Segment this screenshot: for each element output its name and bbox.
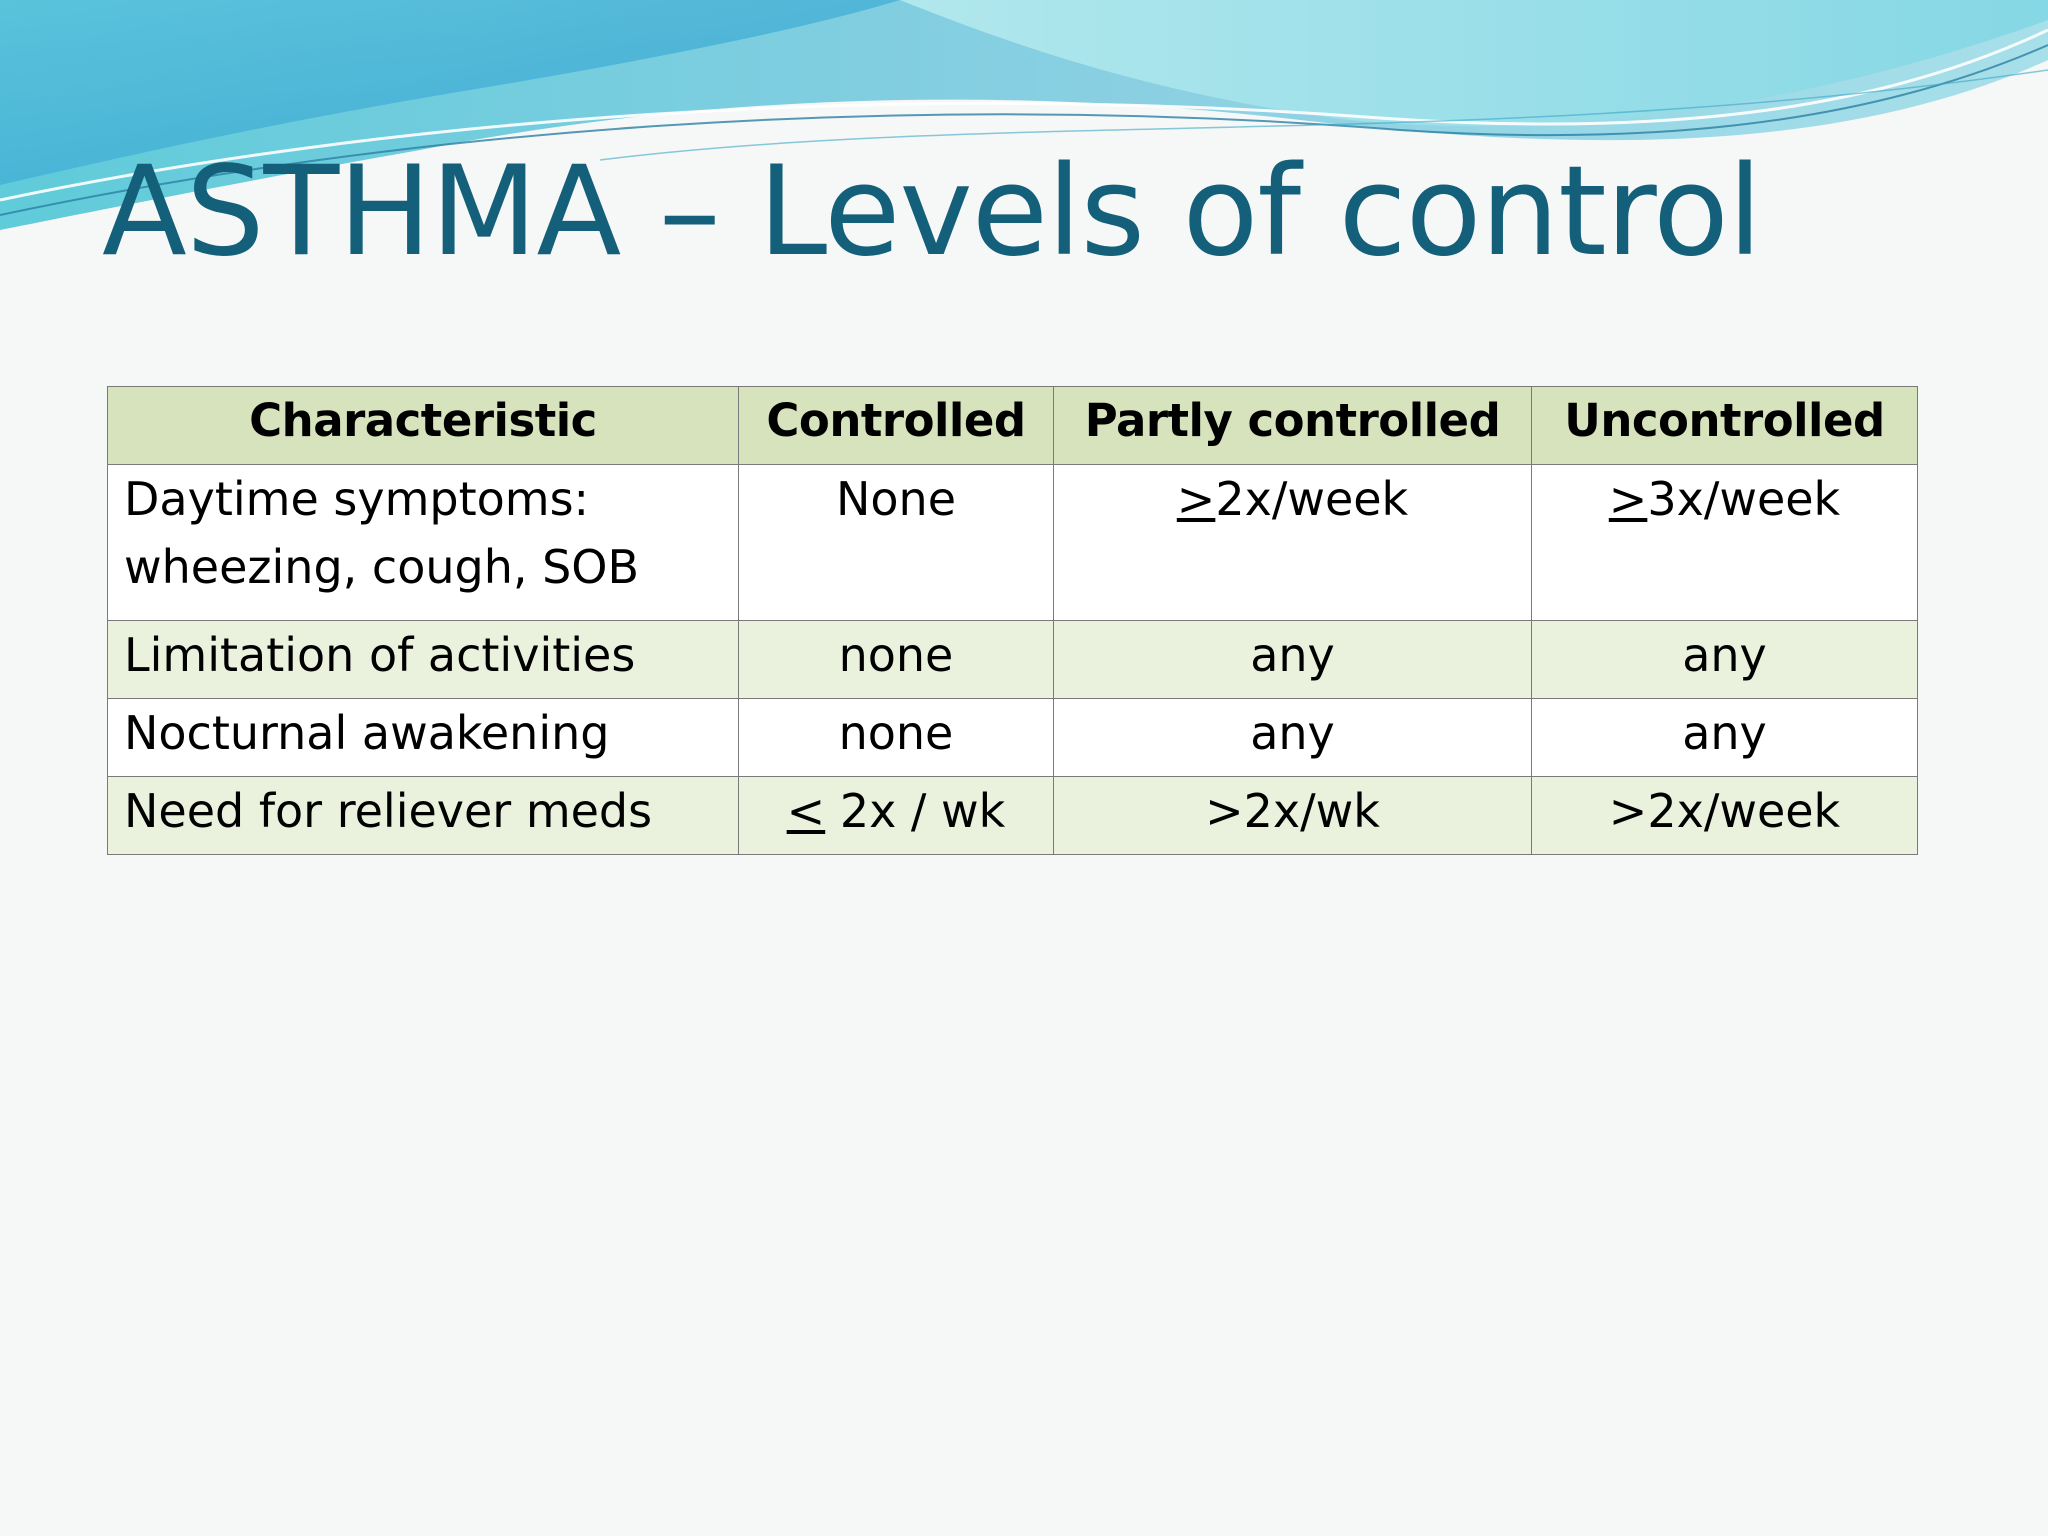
cell-value: None (835, 472, 956, 526)
cell-partly-controlled (1054, 465, 1532, 621)
cell-value: 2x / wk (825, 784, 1006, 838)
cell-characteristic: Limitation of activities (108, 621, 739, 699)
header-characteristic: Characteristic (108, 387, 739, 465)
table-row-limitation-of-activities (108, 621, 1918, 699)
cell-partly-controlled: >2x/wk (1054, 777, 1532, 855)
table-row-reliever-meds (108, 777, 1918, 855)
cell-controlled (739, 777, 1054, 855)
cell-uncontrolled: any (1532, 621, 1918, 699)
cell-uncontrolled: any (1532, 699, 1918, 777)
symbol-greater-equal: > (1176, 472, 1216, 526)
table-row-nocturnal-awakening (108, 699, 1918, 777)
cell-controlled: none (739, 699, 1054, 777)
cell-value: 2x/week (1215, 472, 1409, 526)
header-partly-controlled: Partly controlled (1054, 387, 1532, 465)
symbol-less-equal: < (786, 784, 826, 838)
cell-characteristic: Daytime symptoms: wheezing, cough, SOB (108, 465, 739, 621)
cell-value: 3x/week (1647, 472, 1841, 526)
header-controlled: Controlled (739, 387, 1054, 465)
cell-characteristic: Need for reliever meds (108, 777, 739, 855)
cell-uncontrolled: >2x/week (1532, 777, 1918, 855)
table-row-daytime-symptoms (108, 465, 1918, 621)
cell-controlled (739, 465, 1054, 621)
slide-title: ASTHMA – Levels of control (102, 140, 1762, 284)
table-header-row (108, 387, 1918, 465)
asthma-control-table (107, 386, 1918, 855)
symbol-greater-equal: > (1608, 472, 1648, 526)
header-uncontrolled: Uncontrolled (1532, 387, 1918, 465)
cell-partly-controlled: any (1054, 699, 1532, 777)
cell-controlled: none (739, 621, 1054, 699)
cell-uncontrolled (1532, 465, 1918, 621)
cell-partly-controlled: any (1054, 621, 1532, 699)
cell-characteristic: Nocturnal awakening (108, 699, 739, 777)
